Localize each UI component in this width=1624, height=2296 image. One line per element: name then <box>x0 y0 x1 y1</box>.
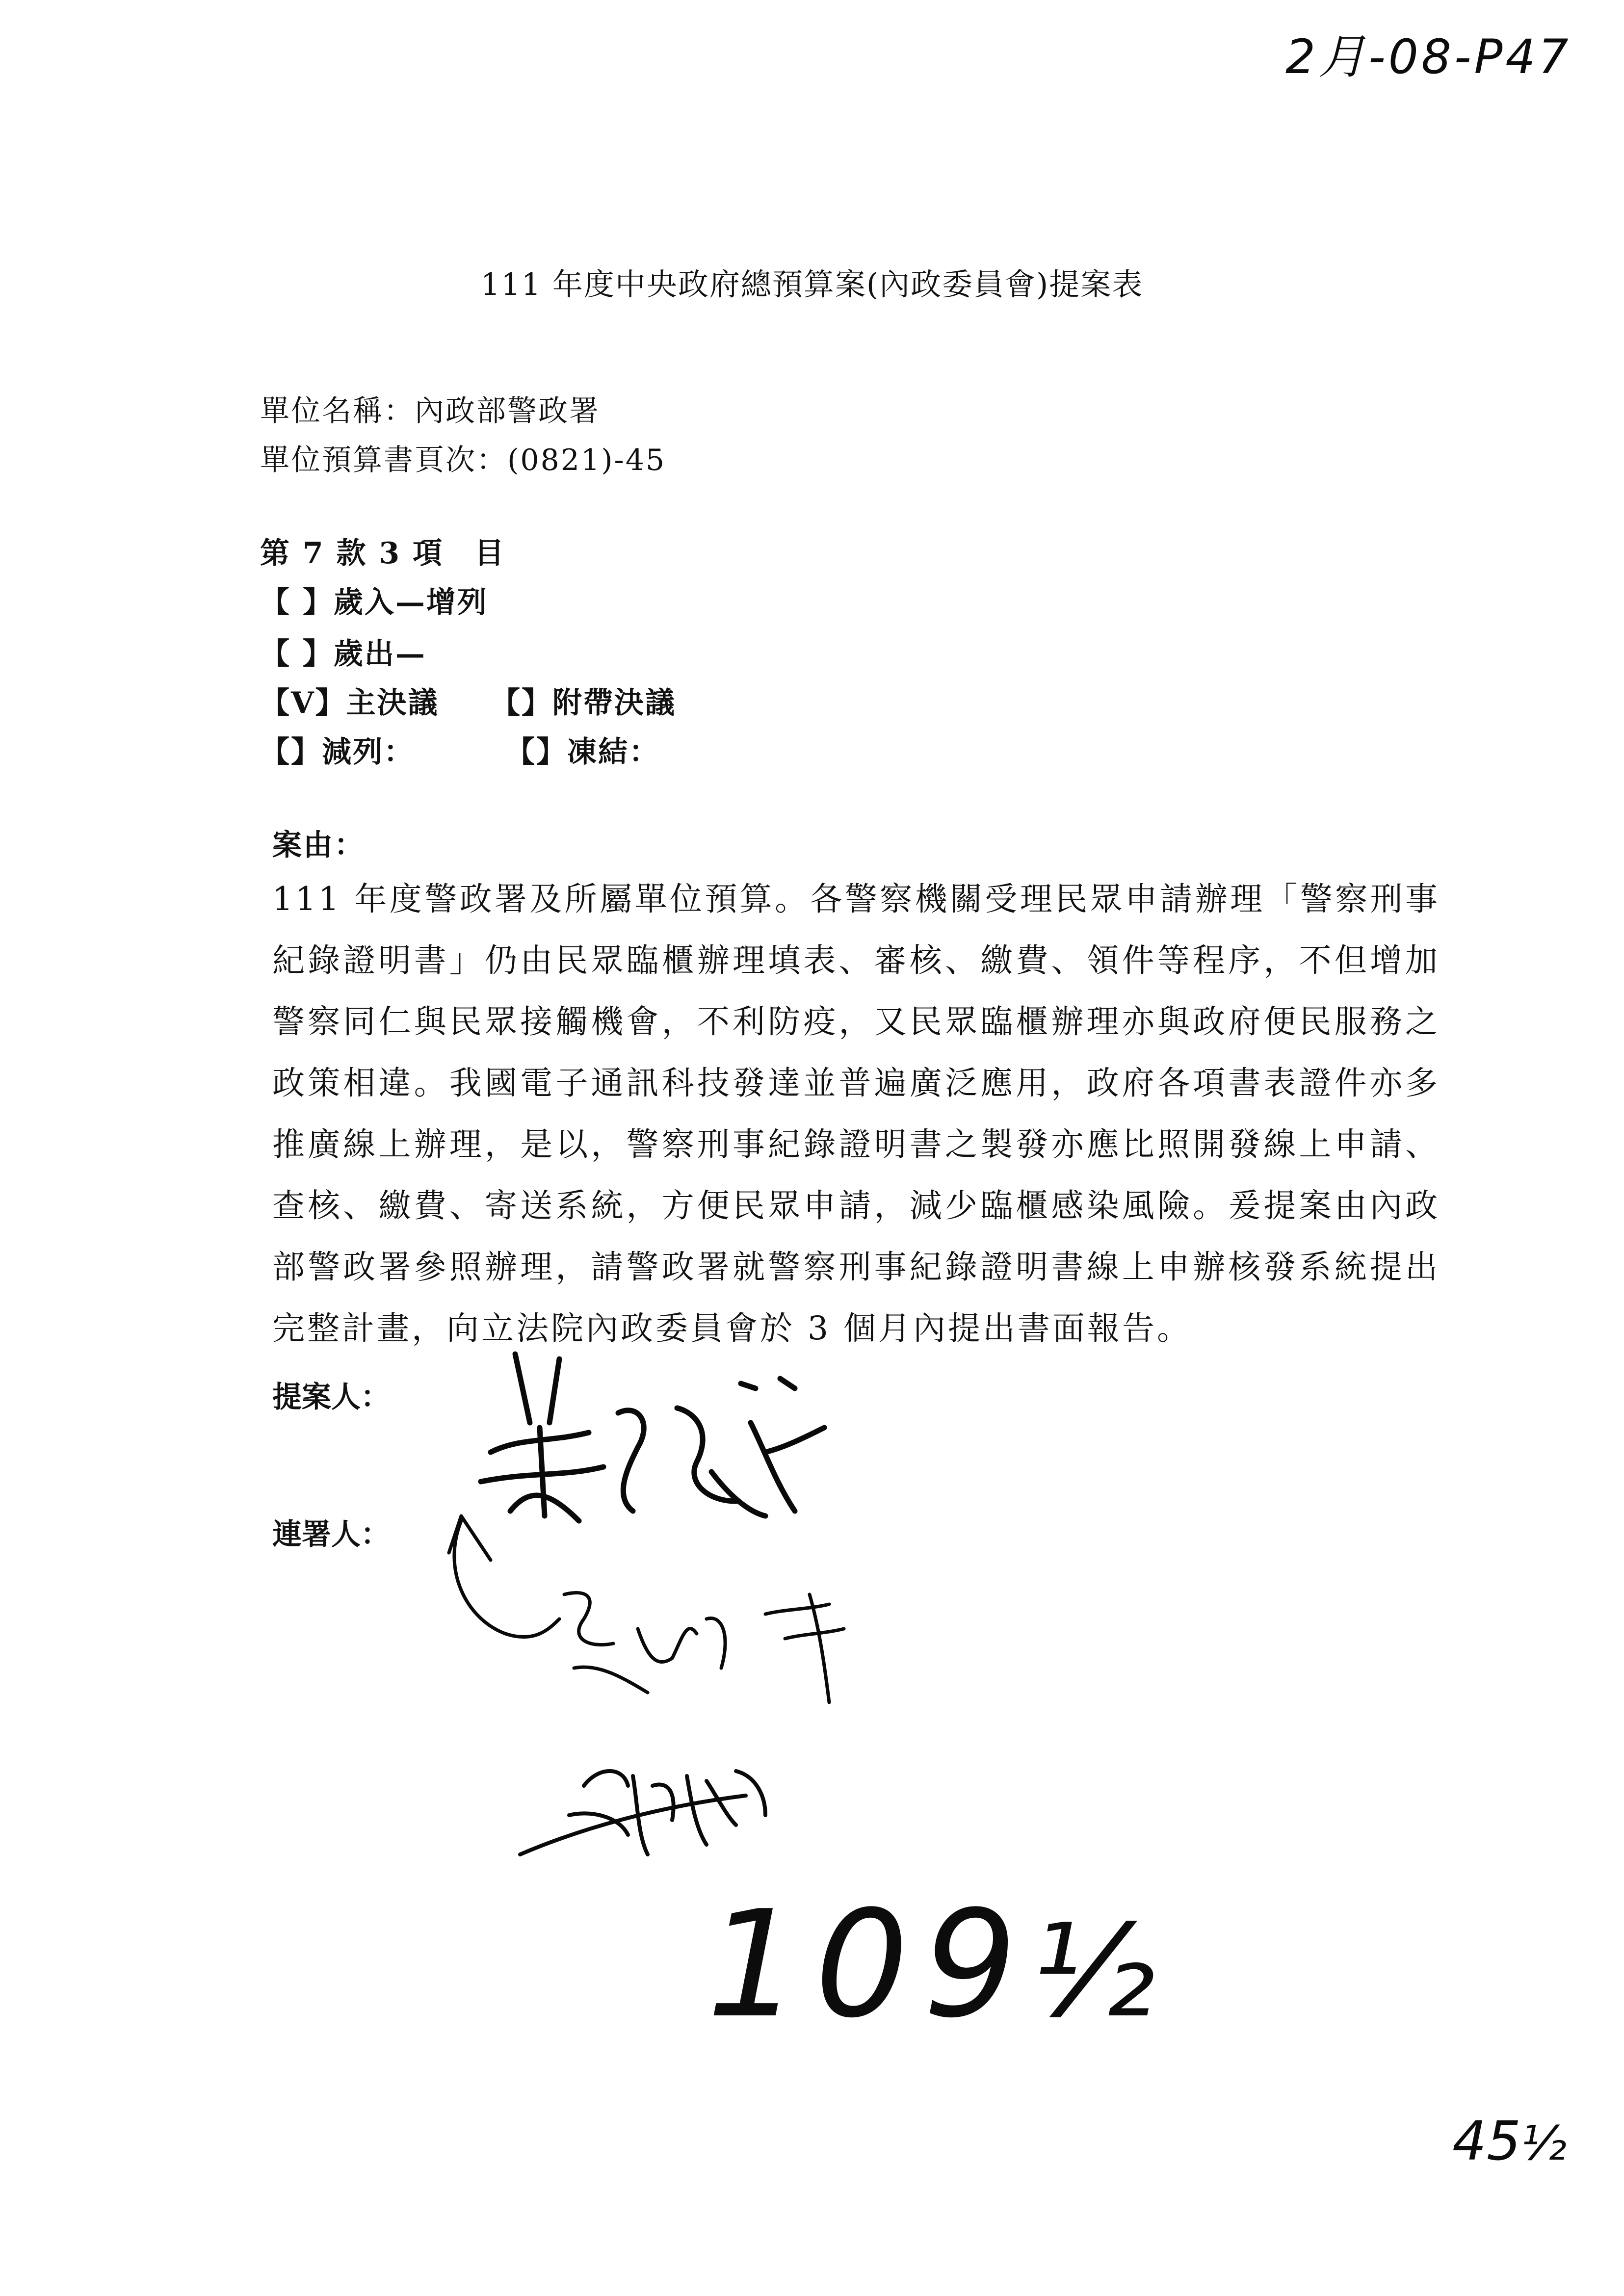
proposer-signature <box>481 1354 824 1521</box>
cosigner-label: 連署人： <box>272 1517 390 1552</box>
reason-text: 111 年度警政署及所屬單位預算。各警察機關受理民眾申請辦理「警察刑事紀錄證明書」仍由民眾臨櫃辦理填表、審核、繳費、領件等程序，不但增加警察同仁與民眾接觸機會，不利防疫，又民眾臨櫃辦理亦與政府便民服務之政策相違。我國電子通訊科技發達並普遍廣泛應用，政府各項書表證件亦多推廣線上辦理，是以，警察刑事紀錄證明書之製發亦應比照開發線上申請、查核、繳費、寄送系統，方便民眾申請，減少臨櫃感染風險。爰提案由內政部警政署參照辦理，請警政署就警察刑事紀錄證明書線上申辦核發系統提出完整計畫，向立法院內政委員會於 3 個月內提出書面報告。 <box>272 880 1440 1347</box>
checkbox-supplementary-resolution: 【】附帶決議 <box>491 686 676 720</box>
proposer-label: 提案人： <box>272 1380 390 1414</box>
checkbox-freeze: 【】凍結： <box>505 735 660 769</box>
cosigner-arrow <box>449 1516 559 1637</box>
section-heading: 第 7 款 3 項 目 <box>260 536 506 571</box>
unit-name: 單位名稱：內政部警政署 <box>260 394 600 428</box>
handwritten-note-fraction: ½ <box>1031 1898 1170 2046</box>
page-title: 111 年度中央政府總預算案(內政委員會)提案表 <box>480 266 1144 302</box>
handwritten-page-stamp: 2月-08-P47 <box>1285 29 1572 84</box>
handwritten-note-corner <box>1452 2110 1567 2172</box>
checkbox-main-resolution: 【V】主決議 <box>260 686 439 720</box>
handwritten-note-number: 109 <box>707 1879 1032 2050</box>
checkbox-revenue-increase: 【 】歲入—增列 <box>260 585 488 620</box>
handwritten-note-main <box>707 1879 1170 2050</box>
budget-page-ref: 單位預算書頁次：(0821)-45 <box>260 443 666 477</box>
cosigner-signature-1 <box>564 1593 844 1702</box>
cosigner-signature-2 <box>520 1771 765 1854</box>
handwritten-corner-number: 45 <box>1452 2110 1521 2172</box>
handwritten-corner-fraction: ½ <box>1520 2116 1567 2171</box>
reason-label: 案由： <box>272 828 365 862</box>
checkbox-reduction: 【】減列： <box>260 735 415 769</box>
checkbox-expenditure: 【 】歲出— <box>260 637 426 671</box>
